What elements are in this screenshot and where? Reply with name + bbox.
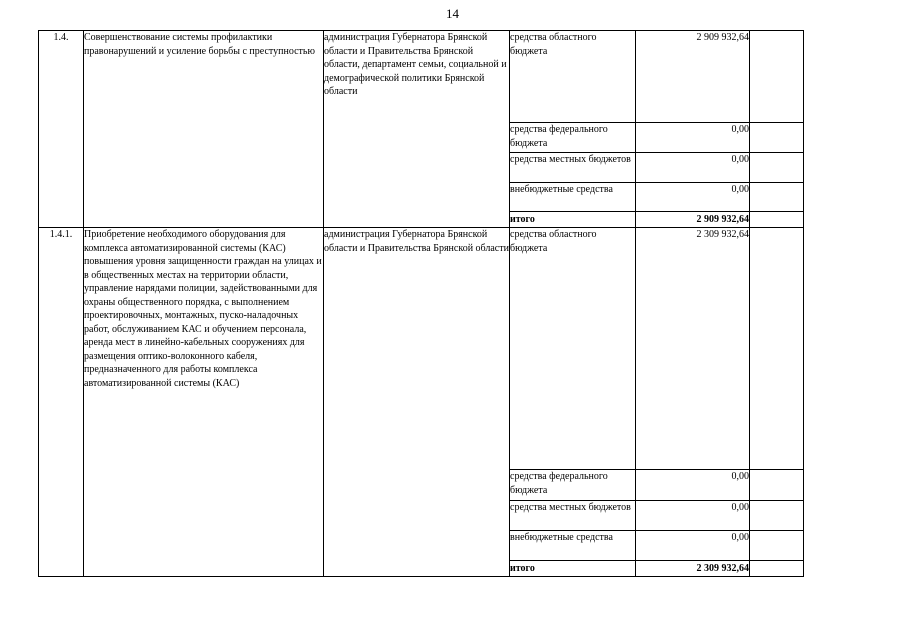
table-row	[39, 31, 804, 123]
table-row	[39, 228, 804, 470]
funding-source: средства местных бюджетов	[510, 153, 636, 183]
funding-amount: 0,00	[636, 183, 750, 212]
funding-amount: 0,00	[636, 501, 750, 531]
funding-amount: 2 909 932,64	[636, 31, 750, 123]
empty-cell	[750, 561, 804, 577]
total-label: итого	[510, 561, 636, 577]
funding-amount: 0,00	[636, 531, 750, 561]
empty-cell	[750, 501, 804, 531]
total-label: итого	[510, 212, 636, 228]
measure-name: Совершенствование системы профилактики правонарушений и усиление борьбы с преступностью	[84, 31, 324, 228]
page-number: 14	[446, 6, 459, 21]
empty-cell	[750, 470, 804, 501]
executor: администрация Губернатора Брянской области и Правительства Брянской области, департамент семьи, социальной и демографической политики Брянской области	[324, 31, 510, 228]
funding-source: внебюджетные средства	[510, 531, 636, 561]
empty-cell	[750, 153, 804, 183]
funding-amount: 0,00	[636, 470, 750, 501]
funding-amount: 0,00	[636, 153, 750, 183]
item-number: 1.4.	[39, 31, 84, 228]
empty-cell	[750, 531, 804, 561]
funding-source: внебюджетные средства	[510, 183, 636, 212]
total-amount: 2 909 932,64	[636, 212, 750, 228]
measure-name: Приобретение необходимого оборудования для комплекса автоматизированной системы (КАС) повышения уровня защищенности граждан на улицах и в общественных местах на территории области, управление нарядами полиции, задействованными для охраны общественного порядка, с выполнением проектировочных, монтажных, пуско-наладочных работ, обслуживанием КАС и обучением персонала, аренда мест в линейно-кабельных сооружениях для размещения оптико-волоконного кабеля, предназначенного для работы комплекса автоматизированной системы (КАС)	[84, 228, 324, 577]
empty-cell	[750, 123, 804, 153]
empty-cell	[750, 31, 804, 123]
empty-cell	[750, 228, 804, 470]
funding-amount: 2 309 932,64	[636, 228, 750, 470]
empty-cell	[750, 183, 804, 212]
funding-source: средства областного бюджета	[510, 228, 636, 470]
funding-source: средства областного бюджета	[510, 31, 636, 123]
empty-cell	[750, 212, 804, 228]
funding-source: средства федерального бюджета	[510, 470, 636, 501]
program-table	[38, 30, 804, 577]
executor: администрация Губернатора Брянской области и Правительства Брянской области	[324, 228, 510, 577]
item-number: 1.4.1.	[39, 228, 84, 577]
total-amount: 2 309 932,64	[636, 561, 750, 577]
funding-source: средства местных бюджетов	[510, 501, 636, 531]
funding-amount: 0,00	[636, 123, 750, 153]
funding-source: средства федерального бюджета	[510, 123, 636, 153]
